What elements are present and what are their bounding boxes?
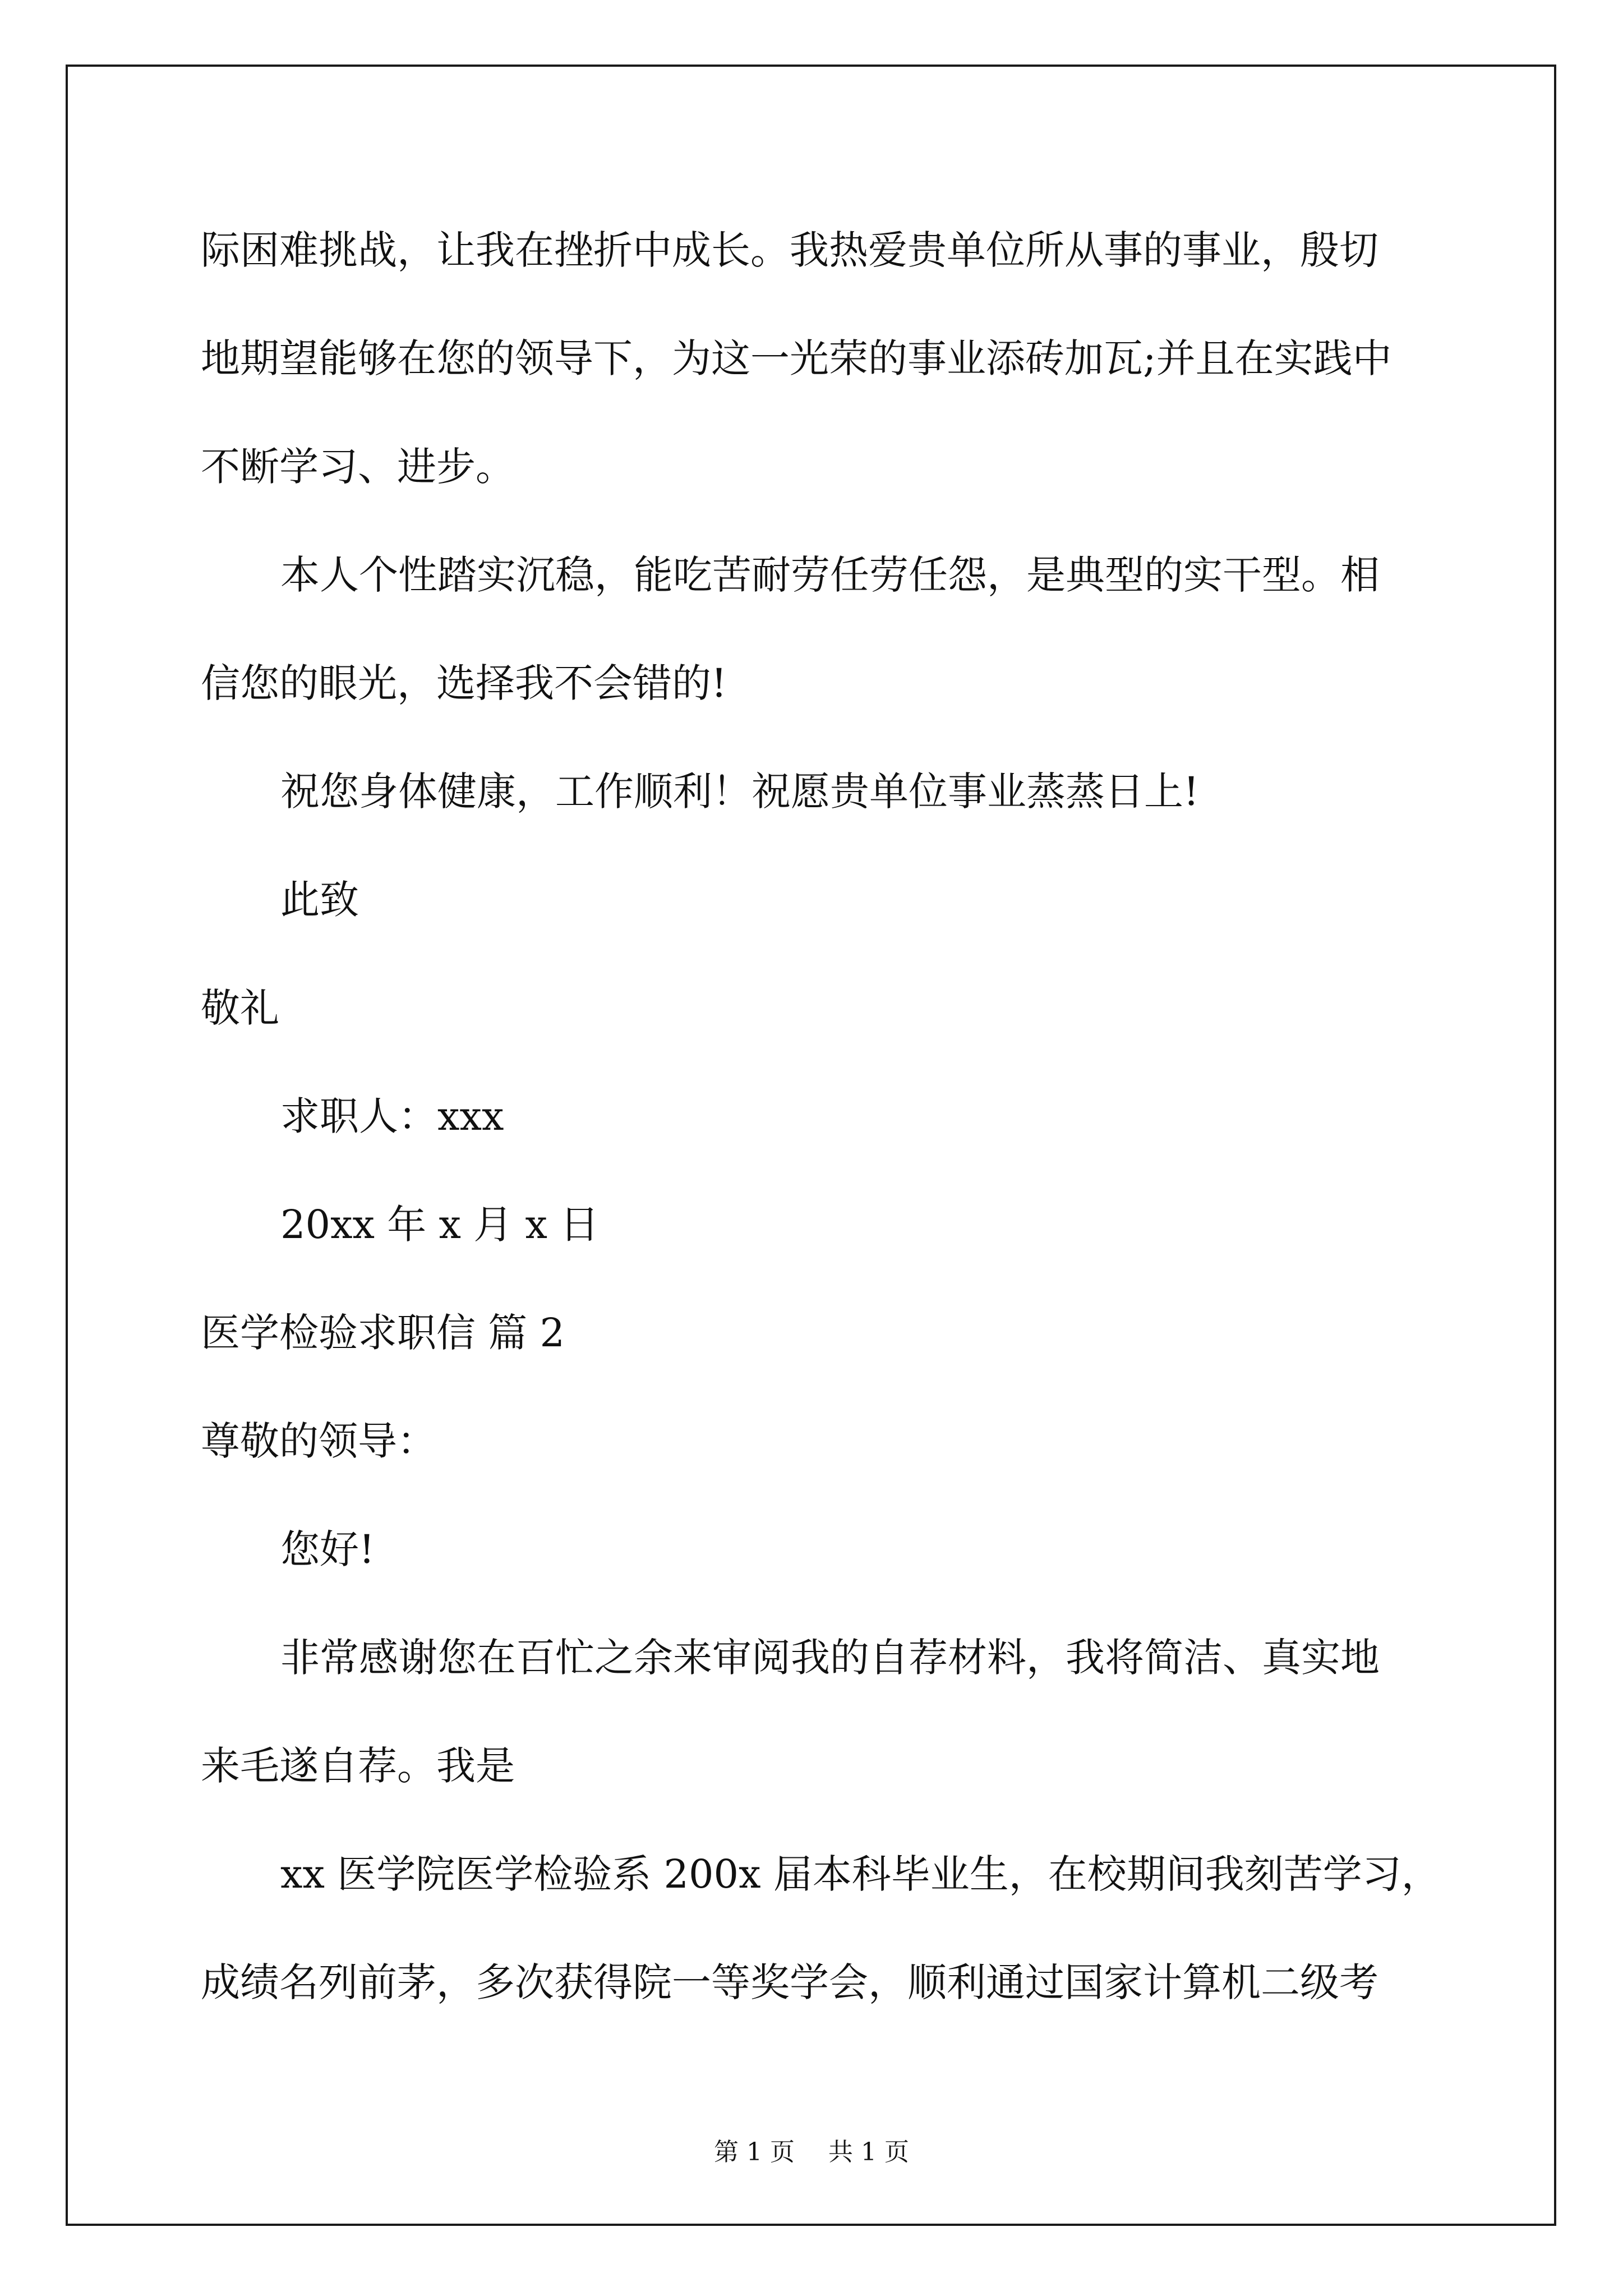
page-number-total: 共 1 页 (828, 2138, 909, 2166)
body-line-15: 来毛遂自荐。我是 (201, 1743, 515, 1789)
body-line-2: 地期望能够在您的领导下，为这一光荣的事业添砖加瓦;并且在实践中 (201, 335, 1392, 381)
body-line-3: 不断学习、进步。 (201, 444, 515, 490)
greeting-recipient: 尊敬的领导： (201, 1418, 436, 1464)
closing-regards: 敬礼 (201, 985, 279, 1031)
body-line-14: 非常感谢您在百忙之余来审阅我的自荐材料，我将简洁、真实地 (280, 1635, 1380, 1681)
page-number-current: 第 1 页 (714, 2138, 795, 2166)
body-line-4: 本人个性踏实沉稳，能吃苦耐劳任劳任怨，是典型的实干型。相 (280, 552, 1380, 598)
body-line-16: xx 医学院医学检验系 200x 届本科毕业生，在校期间我刻苦学习， (280, 1851, 1441, 1897)
body-line-5: 信您的眼光，选择我不会错的! (201, 660, 727, 706)
section-heading: 医学检验求职信 篇 2 (201, 1310, 565, 1356)
page-frame (66, 65, 1556, 2226)
page-footer (0, 2132, 1623, 2168)
closing-wish: 祝您身体健康，工作顺利！祝愿贵单位事业蒸蒸日上! (280, 769, 1200, 815)
signature-date: 20xx 年 x 月 x 日 (280, 1202, 600, 1248)
greeting-hello: 您好! (280, 1526, 375, 1572)
body-line-1: 际困难挑战，让我在挫折中成长。我热爱贵单位所从事的事业，殷切 (201, 227, 1378, 273)
signature-applicant: 求职人：xxx (280, 1093, 504, 1139)
body-line-17: 成绩名列前茅，多次获得院一等奖学会，顺利通过国家计算机二级考 (201, 1959, 1378, 2005)
closing-salutation: 此致 (280, 877, 359, 923)
